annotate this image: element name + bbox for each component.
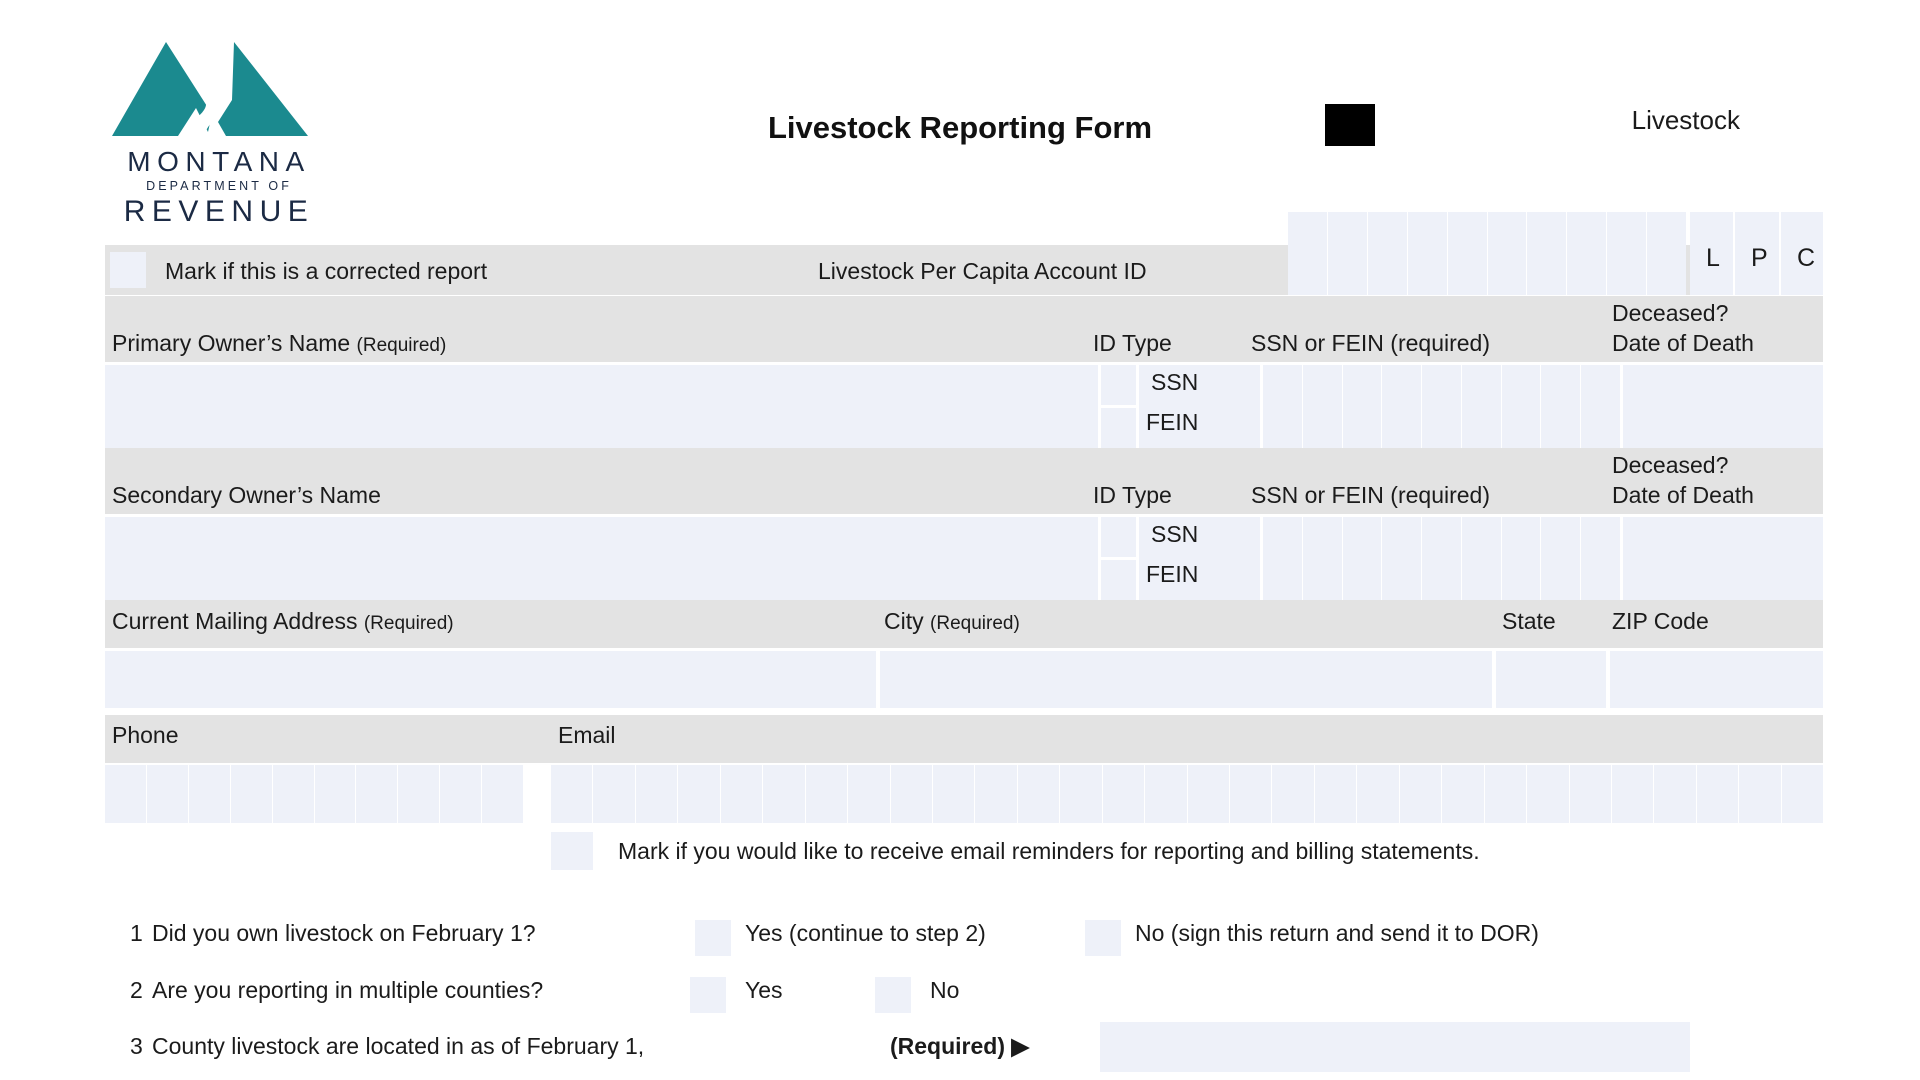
primary-date-of-death-input[interactable]: [1623, 365, 1823, 449]
corner-livestock-label: Livestock: [1631, 105, 1740, 135]
email-input-cells[interactable]: [551, 765, 1823, 823]
primary-owner-required-note: (Required): [356, 335, 447, 356]
code-divider-2: [1779, 212, 1781, 295]
step-1-yes-checkbox[interactable]: [695, 920, 731, 956]
state-label: State: [1502, 608, 1556, 634]
logo-revenue-text: REVENUE: [123, 194, 315, 228]
zip-label: ZIP Code: [1612, 608, 1709, 634]
secondary-ssn-option-label[interactable]: SSN: [1151, 521, 1199, 547]
email-reminders-label: Mark if you would like to receive email reminders for reporting and billing statements.: [618, 838, 1480, 864]
step-2-number: 2: [130, 977, 143, 1003]
phone-label: Phone: [112, 722, 179, 748]
step-3-number: 3: [130, 1033, 143, 1059]
code-letter-p: P: [1751, 244, 1768, 272]
mailing-address-input[interactable]: [105, 651, 876, 708]
secondary-fein-option-label[interactable]: FEIN: [1146, 561, 1199, 587]
step-1-yes-label: Yes (continue to step 2): [745, 920, 986, 946]
step-2-no-label: No: [930, 977, 960, 1003]
mailing-address-label: Current Mailing Address (Required): [112, 608, 454, 634]
secondary-deceased-label: Deceased?: [1612, 452, 1729, 478]
secondary-date-of-death-label: Date of Death: [1612, 482, 1754, 508]
primary-owner-name-input[interactable]: [105, 365, 1105, 449]
phone-input-cells[interactable]: [105, 765, 523, 823]
montana-dor-logo: [104, 36, 334, 228]
logo-wordmark: [104, 148, 334, 227]
city-label: City (Required): [884, 608, 1020, 634]
state-input[interactable]: [1496, 651, 1606, 708]
primary-owner-name-label: Primary Owner’s Name (Required): [112, 330, 447, 356]
primary-deceased-label: Deceased?: [1612, 300, 1729, 326]
step-3-text: County livestock are located in as of February 1,: [152, 1033, 645, 1059]
secondary-owner-name-input[interactable]: [105, 517, 1105, 601]
step-2-yes-label: Yes: [745, 977, 783, 1003]
primary-ssn-fein-label: SSN or FEIN (required): [1251, 330, 1491, 356]
corrected-report-checkbox[interactable]: [110, 252, 146, 288]
primary-ssn-fein-input-cells[interactable]: [1263, 365, 1620, 449]
secondary-id-type-label: ID Type: [1093, 482, 1172, 508]
secondary-id-type-row-divider: [1098, 557, 1136, 560]
code-divider-1: [1733, 212, 1735, 295]
code-letter-l: L: [1706, 244, 1720, 272]
secondary-owner-name-label: Secondary Owner’s Name: [112, 482, 381, 508]
secondary-id-type-checkbox-divider: [1136, 517, 1139, 601]
primary-ssn-option-label[interactable]: SSN: [1151, 369, 1199, 395]
mailing-address-required-note: (Required): [363, 613, 454, 634]
zip-input[interactable]: [1610, 651, 1823, 708]
primary-id-type-row-divider: [1098, 405, 1136, 408]
step-3-required-marker: (Required) ▶: [890, 1033, 1030, 1059]
step-1-text: Did you own livestock on February 1?: [152, 920, 536, 946]
account-id-input-cells[interactable]: [1288, 212, 1686, 295]
contact-label-band: [105, 715, 1823, 763]
corrected-report-label: Mark if this is a corrected report: [165, 258, 488, 284]
page-title: Livestock Reporting Form: [767, 110, 1153, 145]
primary-fein-option-label[interactable]: FEIN: [1146, 409, 1199, 435]
secondary-ssn-fein-label: SSN or FEIN (required): [1251, 482, 1491, 508]
primary-id-type-label: ID Type: [1093, 330, 1172, 356]
barcode-black-box: [1325, 104, 1375, 146]
step-2-yes-checkbox[interactable]: [690, 977, 726, 1013]
primary-id-type-checkbox-divider: [1136, 365, 1139, 449]
step-1-number: 1: [130, 920, 143, 946]
step-1-no-label: No (sign this return and send it to DOR): [1135, 920, 1539, 946]
email-reminders-checkbox[interactable]: [551, 832, 593, 870]
logo-montana-text: MONTANA: [127, 146, 311, 177]
step-1-no-checkbox[interactable]: [1085, 920, 1121, 956]
logo-department-text: DEPARTMENT OF: [146, 179, 292, 193]
city-required-note: (Required): [930, 613, 1020, 634]
secondary-date-of-death-input[interactable]: [1623, 517, 1823, 601]
primary-date-of-death-label: Date of Death: [1612, 330, 1754, 356]
mountain-logo-icon: [108, 36, 318, 146]
secondary-ssn-fein-input-cells[interactable]: [1263, 517, 1620, 601]
step-3-county-input[interactable]: [1100, 1022, 1690, 1072]
step-2-text: Are you reporting in multiple counties?: [152, 977, 544, 1003]
step-2-no-checkbox[interactable]: [875, 977, 911, 1013]
code-letter-c: C: [1797, 244, 1816, 272]
email-label: Email: [558, 722, 616, 748]
city-input[interactable]: [880, 651, 1492, 708]
account-id-label: Livestock Per Capita Account ID: [818, 258, 1147, 284]
